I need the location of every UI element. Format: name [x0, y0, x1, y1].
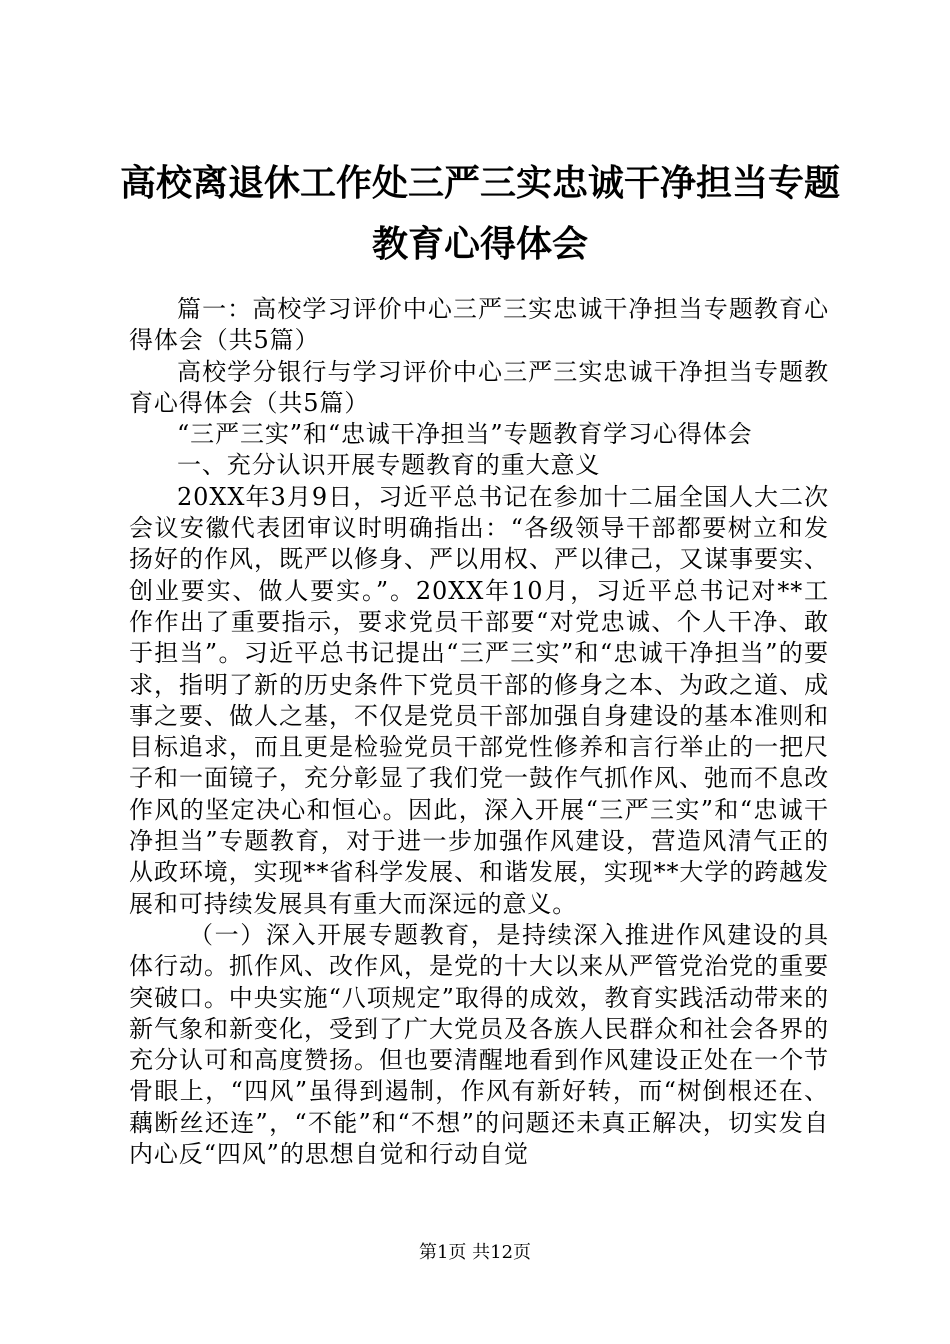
document-body — [129, 294, 829, 1170]
paragraph-subtitle: 高校学分银行与学习评价中心三严三实忠诚干净担当专题教育心得体会（共5篇） — [129, 357, 829, 417]
paragraph-body-1: 20XX年3月9日，习近平总书记在参加十二届全国人大二次会议安徽代表团审议时明确指出：“各级领导干部都要树立和发扬好的作风，既严以修身、严以用权、严以律己，又谋事要实、创业要实、做人要实。”。20XX年10月，习近平总书记对**工作作出了重要指示，要求党员干部要“对党忠诚、个人干净、敢于担当”。习近平总书记提出“三严三实”和“忠诚干净担当”的要求，指明了新的历史条件下党员干部的修身之本、为政之道、成事之要、做人之基，不仅是党员干部加强自身建设的基本准则和目标追求，而且更是检验党员干部党性修养和言行举止的一把尺子和一面镜子，充分彰显了我们党一鼓作气抓作风、弛而不息改作风的坚定决心和恒心。因此，深入开展“三严三实”和“忠诚干净担当”专题教育，对于进一步加强作风建设，营造风清气正的从政环境，实现**省科学发展、和谐发展，实现**大学的跨越发展和可持续发展具有重大而深远的意义。 — [129, 482, 829, 918]
document-title-line-1: 高校离退休工作处三严三实忠诚干净担当专题 — [119, 162, 840, 204]
paragraph-section-heading: 一、充分认识开展专题教育的重大意义 — [177, 451, 601, 480]
paragraph-essay-title: “三严三实”和“忠诚干净担当”专题教育学习心得体会 — [177, 420, 753, 449]
page-footer: 第1页 共12页 — [418, 1242, 532, 1263]
document-title-line-2: 教育心得体会 — [371, 223, 588, 265]
paragraph-body-2: （一）深入开展专题教育，是持续深入推进作风建设的具体行动。抓作风、改作风，是党的十大以来从严管党治党的重要突破口。中央实施“八项规定”取得的成效，教育实践活动带来的新气象和新变化，受到了广大党员及各族人民群众和社会各界的充分认可和高度赞扬。但也要清醒地看到作风建设正处在一个节骨眼上，“四风”虽得到遏制，作风有新好转，而“树倒根还在、藕断丝还连”，“不能”和“不想”的问题还未真正解决，切实发自内心反“四风”的思想自觉和行动自觉 — [129, 920, 829, 1169]
paragraph-article-heading: 篇一：高校学习评价中心三严三实忠诚干净担当专题教育心得体会（共5篇） — [129, 295, 829, 355]
